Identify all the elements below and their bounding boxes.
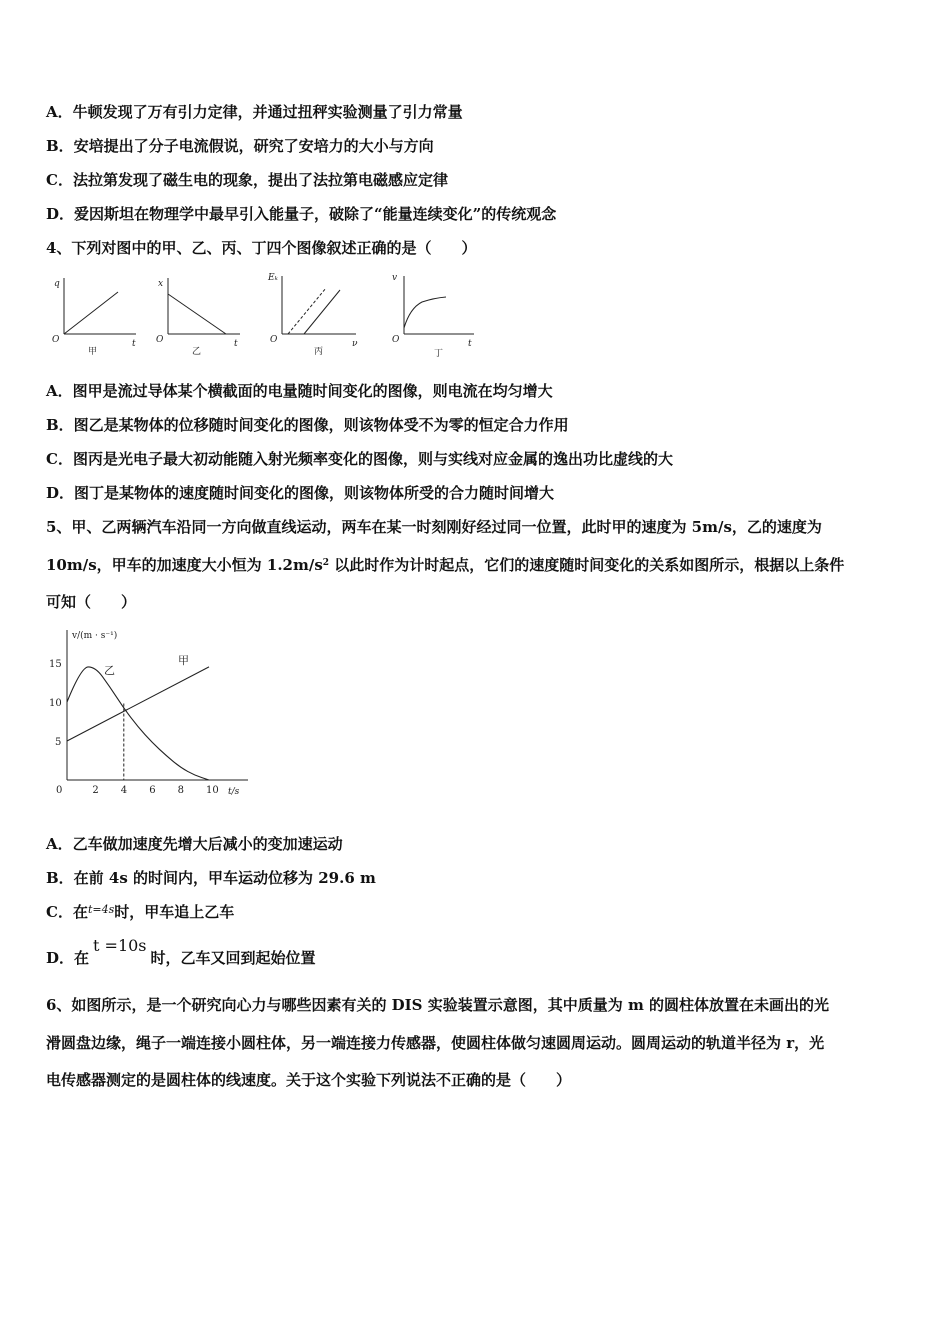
graph-bing [266, 266, 366, 364]
graph-jia-line [64, 292, 118, 334]
graph-jia-caption: 甲 [88, 347, 98, 357]
q5-stem-line1: 5、甲、乙两辆汽车沿同一方向做直线运动，两车在某一时刻刚好经过同一位置，此时甲的速度为 5m/s，乙的速度为 [46, 518, 822, 536]
graph-yi-caption: 乙 [192, 347, 202, 357]
vt-chart-xlabel: t/s [228, 787, 240, 797]
q6-stem-line3: 电传感器测定的是圆柱体的线速度。关于这个实验下列说法不正确的是（ ） [46, 1071, 572, 1089]
vt-chart-legend-jia: 甲 [178, 654, 189, 667]
q5-option-d [46, 936, 316, 968]
vt-chart-series-jia [67, 667, 209, 741]
q6-stem-line2: 滑圆盘边缘，绳子一端连接小圆柱体，另一端连接力传感器，使圆柱体做匀速圆周运动。圆周运动的轨道半径为 r，光 [46, 1034, 825, 1052]
vt-chart [40, 622, 260, 804]
graph-ding [388, 266, 483, 364]
vt-chart-x-tick: 0 [56, 785, 63, 796]
graph-bing-caption: 丙 [314, 347, 324, 357]
vt-chart-x-tick: 2 [92, 785, 99, 796]
vt-chart-x-tick: 8 [177, 785, 184, 796]
q4-option-c: C．图丙是光电子最大初动能随入射光频率变化的图像，则与实线对应金属的逸出功比虚线的大 [46, 450, 673, 468]
q5-option-c-post: 时，甲车追上乙车 [114, 903, 235, 921]
q5-option-d-pre: D．在 [46, 949, 90, 967]
q4-stem: 4、下列对图中的甲、乙、丙、丁四个图像叙述正确的是（ ） [46, 239, 477, 257]
graph-yi-line [168, 294, 226, 334]
q5-stem-line2-post: 以此时作为计时起点，它们的速度随时间变化的关系如图所示，根据以上条件 [329, 556, 845, 574]
q5-stem-line2-sup: 2 [322, 558, 330, 568]
graph-yi [156, 272, 251, 364]
vt-chart-series-yi [67, 667, 209, 780]
q5-option-c-math: t=4s [87, 903, 115, 916]
q3-option-a: A．牛顿发现了万有引力定律，并通过扭秤实验测量了引力常量 [46, 103, 463, 121]
vt-chart-legend-yi: 乙 [104, 664, 115, 677]
q6-stem-line1: 6、如图所示，是一个研究向心力与哪些因素有关的 DIS 实验装置示意图，其中质量为 m 的圆柱体放置在未画出的光 [46, 996, 830, 1014]
graph-ding-x-label: t [468, 339, 472, 349]
q5-option-c-pre: C．在 [46, 903, 88, 921]
q4-option-d: D．图丁是某物体的速度随时间变化的图像，则该物体所受的合力随时间增大 [46, 484, 555, 502]
vt-chart-x-tick: 4 [120, 785, 128, 796]
q5-stem-line3: 可知（ ） [46, 593, 137, 611]
q3-option-c: C．法拉第发现了磁生电的现象，提出了法拉第电磁感应定律 [46, 171, 448, 189]
vt-chart-x-tick: 10 [206, 785, 219, 796]
q4-option-a: A．图甲是流过导体某个横截面的电量随时间变化的图像，则电流在均匀增大 [46, 382, 553, 400]
graph-ding-caption: 丁 [434, 349, 444, 359]
q3-option-b: B．安培提出了分子电流假说，研究了安培力的大小与方向 [46, 137, 434, 155]
q5-option-c [46, 902, 234, 924]
q5-stem-line2-pre: 10m/s，甲车的加速度大小恒为 1.2m/s [46, 556, 323, 574]
graph-jia-origin: O [52, 335, 60, 345]
q5-option-a: A．乙车做加速度先增大后减小的变加速运动 [46, 835, 343, 853]
q4-option-b: B．图乙是某物体的位移随时间变化的图像，则该物体受不为零的恒定合力作用 [46, 416, 569, 434]
graph-bing-y-label: Eₖ [268, 273, 278, 283]
graph-yi-origin: O [156, 335, 164, 345]
graph-bing-origin: O [270, 335, 278, 345]
vt-chart-x-tick: 6 [149, 785, 156, 796]
graph-bing-dashed-line [288, 288, 326, 334]
vt-chart-ylabel: v/(m · s⁻¹) [72, 631, 118, 641]
graph-yi-y-label: x [158, 279, 164, 289]
graph-jia-y-label: q [54, 279, 60, 289]
graph-jia [48, 272, 143, 364]
q5-option-b: B．在前 4s 的时间内，甲车运动位移为 29.6 m [46, 869, 376, 887]
graph-bing-x-label: ν [352, 339, 358, 349]
graph-ding-y-label: v [392, 273, 398, 283]
vt-chart-y-tick: 10 [49, 698, 62, 709]
graph-ding-origin: O [392, 335, 400, 345]
graph-jia-x-label: t [132, 339, 136, 349]
q5-option-d-math: t =10s [93, 936, 147, 955]
vt-chart-y-tick: 15 [49, 659, 62, 670]
q5-stem-line2 [46, 555, 844, 575]
vt-chart-y-tick: 5 [55, 737, 62, 748]
graph-bing-solid-line [304, 290, 340, 334]
graph-yi-x-label: t [234, 339, 238, 349]
q3-option-d: D．爱因斯坦在物理学中最早引入能量子，破除了“能量连续变化”的传统观念 [46, 205, 557, 223]
graph-ding-curve [404, 297, 446, 328]
q5-option-d-post: 时，乙车又回到起始位置 [150, 949, 316, 967]
